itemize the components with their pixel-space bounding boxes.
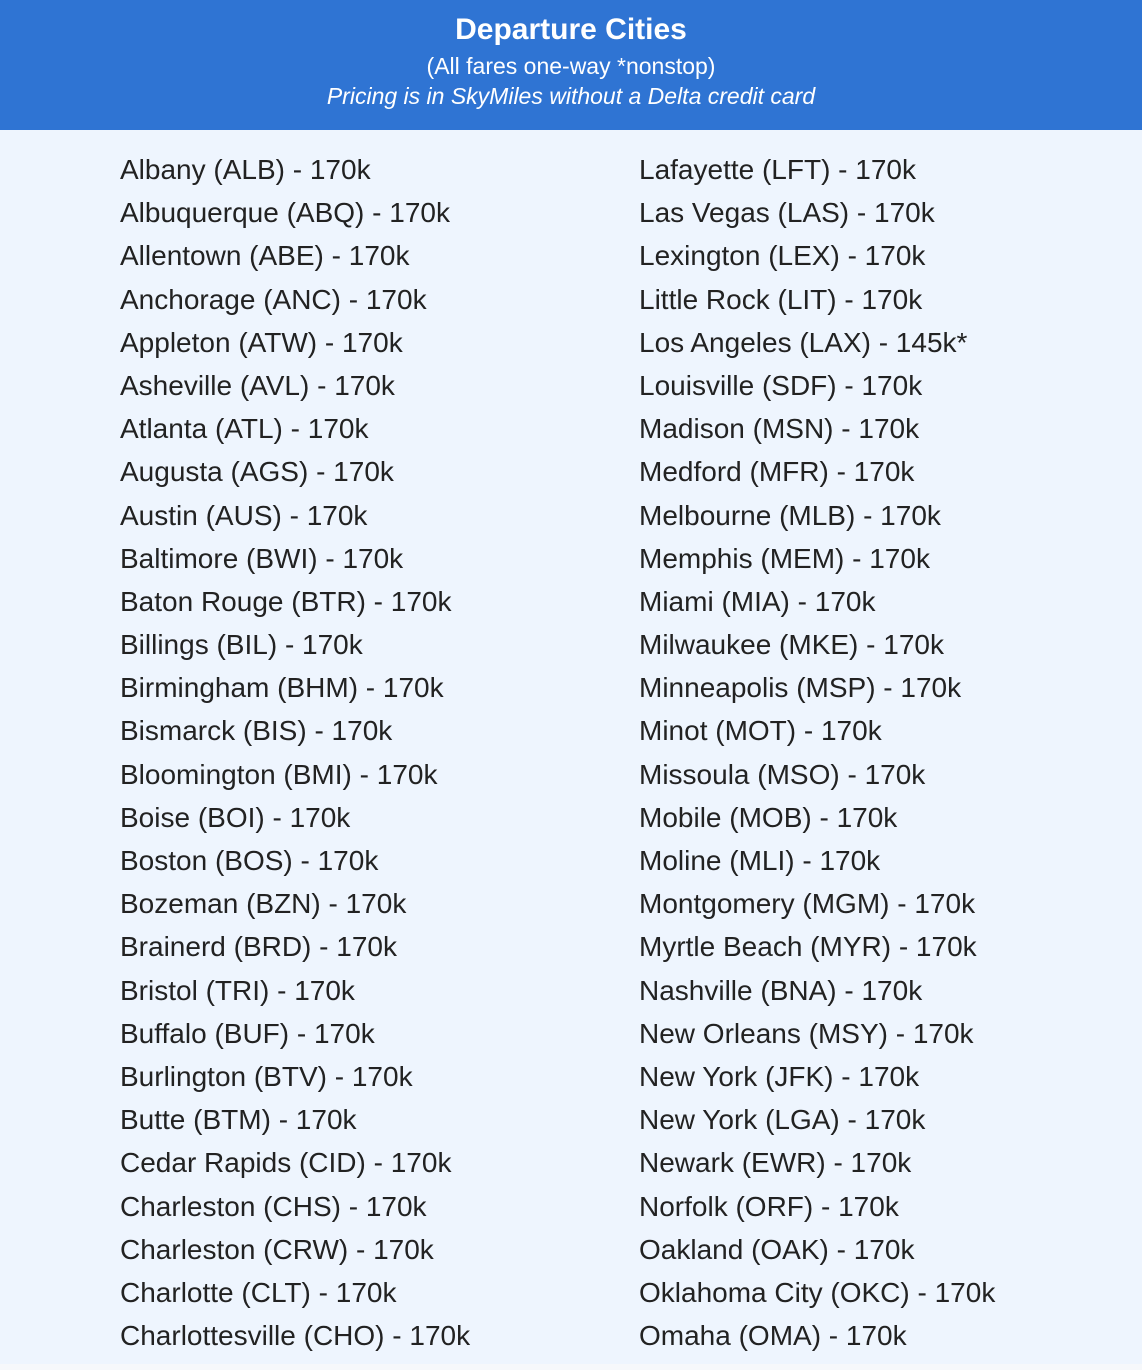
city-list-item: Montgomery (MGM) - 170k <box>639 888 976 920</box>
city-list-right <box>639 148 995 1357</box>
city-list-item: New York (JFK) - 170k <box>639 1060 920 1092</box>
city-list-item: Charleston (CHS) - 170k <box>120 1190 427 1222</box>
city-list-item: Missoula (MSO) - 170k <box>639 758 926 790</box>
header-banner <box>0 0 1142 130</box>
city-list-item: Austin (AUS) - 170k <box>120 499 368 531</box>
city-list-item: Baltimore (BWI) - 170k <box>120 542 404 574</box>
city-list-item: Oakland (OAK) - 170k <box>639 1233 915 1265</box>
city-list-item: Brainerd (BRD) - 170k <box>120 931 397 963</box>
city-list-item: Melbourne (MLB) - 170k <box>639 499 941 531</box>
city-list-item: Louisville (SDF) - 170k <box>639 369 923 401</box>
city-list-item: Memphis (MEM) - 170k <box>639 542 930 574</box>
city-list-item: Bloomington (BMI) - 170k <box>120 758 438 790</box>
city-list-item: Bozeman (BZN) - 170k <box>120 888 407 920</box>
pricing-note: Pricing is in SkyMiles without a Delta credit card <box>326 83 816 109</box>
city-list-item: Charlottesville (CHO) - 170k <box>120 1320 471 1352</box>
city-list-item: Anchorage (ANC) - 170k <box>120 283 427 315</box>
city-list-item: Cedar Rapids (CID) - 170k <box>120 1147 452 1179</box>
city-list-item: Billings (BIL) - 170k <box>120 629 363 661</box>
city-list-item: Appleton (ATW) - 170k <box>120 326 403 358</box>
city-list-left <box>120 148 470 1357</box>
city-list-item: Lafayette (LFT) - 170k <box>639 154 917 185</box>
city-list-item: Buffalo (BUF) - 170k <box>120 1017 375 1049</box>
city-list-item: Charlotte (CLT) - 170k <box>120 1276 397 1308</box>
city-list-item: Atlanta (ATL) - 170k <box>120 413 369 445</box>
city-list-item: Minot (MOT) - 170k <box>639 715 882 747</box>
city-list-item: Newark (EWR) - 170k <box>639 1147 912 1179</box>
city-list-item: Madison (MSN) - 170k <box>639 413 920 445</box>
city-list-item: Bristol (TRI) - 170k <box>120 974 355 1006</box>
city-list-item: Nashville (BNA) - 170k <box>639 974 923 1006</box>
city-list-item: Los Angeles (LAX) - 145k* <box>639 326 968 358</box>
city-list-item: Bismarck (BIS) - 170k <box>120 715 393 747</box>
city-list-item: Little Rock (LIT) - 170k <box>639 283 923 315</box>
city-list-item: Mobile (MOB) - 170k <box>639 801 898 833</box>
city-list-item: Albuquerque (ABQ) - 170k <box>120 197 450 229</box>
city-list-item: Oklahoma City (OKC) - 170k <box>639 1276 996 1308</box>
city-list-item: Medford (MFR) - 170k <box>639 456 915 488</box>
city-list-item: Asheville (AVL) - 170k <box>120 369 395 401</box>
city-list-item: Milwaukee (MKE) - 170k <box>639 629 944 661</box>
city-list-item: Albany (ALB) - 170k <box>120 154 371 185</box>
city-list-item: Augusta (AGS) - 170k <box>120 456 394 488</box>
city-list-item: Moline (MLI) - 170k <box>639 845 881 876</box>
city-list-item: New York (LGA) - 170k <box>639 1104 926 1136</box>
fare-subtitle: (All fares one-way *nonstop) <box>426 53 716 79</box>
city-list-item: Norfolk (ORF) - 170k <box>639 1190 899 1222</box>
city-list-item: Birmingham (BHM) - 170k <box>120 672 444 704</box>
bottom-divider <box>0 1364 1142 1370</box>
city-list-item: Miami (MIA) - 170k <box>639 585 876 617</box>
city-list-item: Boise (BOI) - 170k <box>120 801 351 833</box>
city-list-item: Burlington (BTV) - 170k <box>120 1060 413 1092</box>
city-list-item: New Orleans (MSY) - 170k <box>639 1017 974 1049</box>
city-list-item: Las Vegas (LAS) - 170k <box>639 197 935 229</box>
city-list-item: Boston (BOS) - 170k <box>120 845 379 876</box>
city-list-item: Myrtle Beach (MYR) - 170k <box>639 931 977 963</box>
city-list-item: Butte (BTM) - 170k <box>120 1104 357 1136</box>
city-list-item: Minneapolis (MSP) - 170k <box>639 672 962 704</box>
page-title: Departure Cities <box>455 13 687 46</box>
city-list-item: Baton Rouge (BTR) - 170k <box>120 585 452 617</box>
city-list-item: Omaha (OMA) - 170k <box>639 1320 907 1352</box>
city-list-item: Lexington (LEX) - 170k <box>639 240 926 272</box>
city-list-item: Allentown (ABE) - 170k <box>120 240 410 272</box>
city-list-item: Charleston (CRW) - 170k <box>120 1233 434 1265</box>
